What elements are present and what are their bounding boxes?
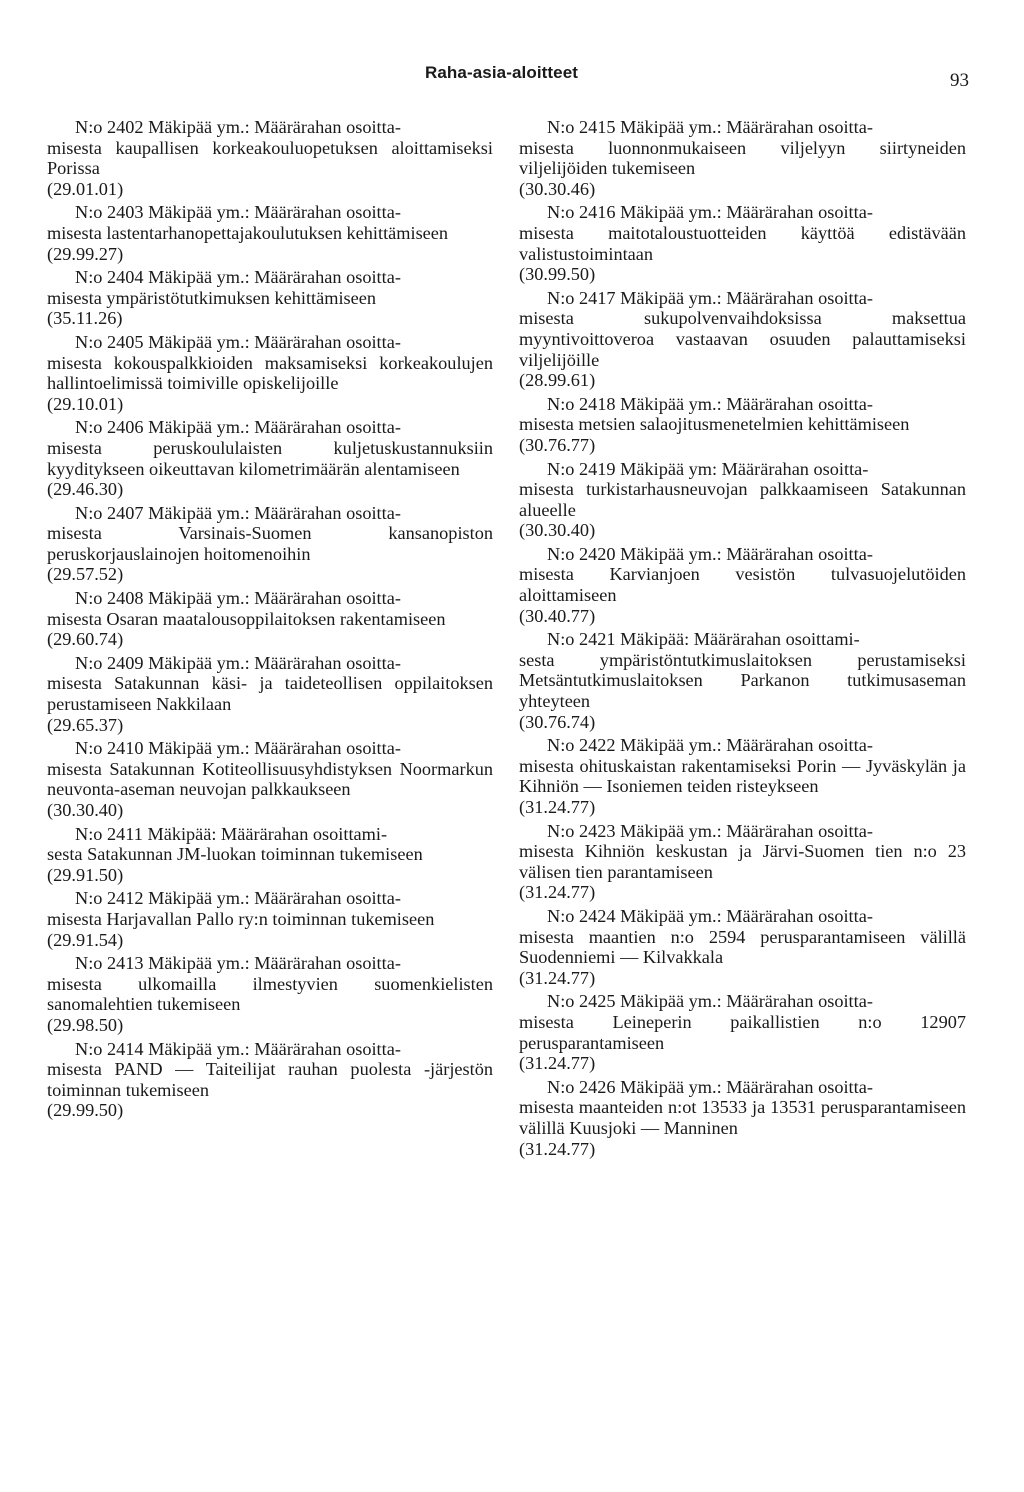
entry-description: misesta kokouspalkkioiden maksamiseksi korkeakoulujen hallintoelimissä toimiville opiskelijoille <box>47 352 493 394</box>
entry-description: misesta turkistarhausneuvojan palkkaamiseen Satakunnan alueelle <box>519 479 966 520</box>
budget-code: (30.30.40) <box>47 800 124 820</box>
initiative-entry <box>519 288 966 391</box>
initiative-entry <box>519 202 966 284</box>
entry-description: misesta lastentarhanopettajakoulutuksen kehittämiseen <box>47 222 449 243</box>
entry-description: misesta ulkomailla ilmestyvien suomenkielisten sanomalehtien tukemiseen <box>47 973 493 1015</box>
entry-description: misesta luonnonmukaiseen viljelyyn siirtyneiden viljelijöiden tukemiseen <box>519 137 966 179</box>
entry-heading: N:o 2423 Mäkipää ym.: Määrärahan osoitta- <box>547 820 873 841</box>
budget-code: (31.24.77) <box>519 967 596 988</box>
entry-heading: N:o 2403 Mäkipää ym.: Määrärahan osoitta- <box>75 202 401 223</box>
budget-code: (30.30.46) <box>519 178 596 199</box>
entry-description: misesta Harjavallan Pallo ry:n toiminnan tukemiseen <box>47 908 435 929</box>
entry-heading: N:o 2424 Mäkipää ym.: Määrärahan osoitta- <box>547 905 873 926</box>
page-header <box>0 63 1024 89</box>
entry-heading: N:o 2422 Mäkipää ym.: Määrärahan osoitta- <box>547 735 873 756</box>
budget-code: (29.91.50) <box>47 864 124 885</box>
entry-heading: N:o 2409 Mäkipää ym.: Määrärahan osoitta- <box>75 652 401 673</box>
budget-code: (29.57.52) <box>47 564 124 585</box>
entry-description: misesta Karvianjoen vesistön tulvasuojelutöiden aloittamiseen <box>519 564 966 606</box>
entry-description: misesta Leineperin paikallistien n:o 12907 perusparantamiseen <box>519 1011 966 1053</box>
entry-description: misesta metsien salaojitusmenetelmien kehittämiseen <box>519 414 910 435</box>
entry-description: misesta peruskoululaisten kuljetuskustannuksiin kyyditykseen oikeuttavan kilometrimäärän alentamiseen <box>47 437 493 479</box>
budget-code: (29.01.01) <box>47 178 124 199</box>
initiative-entry <box>47 202 493 264</box>
initiative-entry <box>519 117 966 199</box>
entry-heading: N:o 2426 Mäkipää ym.: Määrärahan osoitta- <box>547 1076 873 1097</box>
initiative-entry <box>47 653 493 735</box>
initiative-entry <box>47 588 493 650</box>
entry-heading: N:o 2405 Mäkipää ym.: Määrärahan osoitta- <box>75 331 401 352</box>
budget-code: (29.98.50) <box>47 1014 124 1035</box>
entry-heading: N:o 2421 Mäkipää: Määrärahan osoittami- <box>547 629 860 650</box>
left-column <box>47 117 493 1124</box>
entry-description: misesta Satakunnan käsi- ja taideteollisen oppilaitoksen perustamiseen Nakkilaan <box>47 673 493 715</box>
entry-description: misesta Varsinais-Suomen kansanopiston peruskorjauslainojen hoitomenoihin <box>47 523 493 564</box>
initiative-entry <box>519 1077 966 1159</box>
entry-heading: N:o 2415 Mäkipää ym.: Määrärahan osoitta- <box>547 117 873 137</box>
entry-heading: N:o 2419 Mäkipää ym: Määrärahan osoitta- <box>547 458 869 479</box>
budget-code: (29.65.37) <box>47 714 124 735</box>
budget-code: (31.24.77) <box>519 1053 596 1074</box>
initiative-entry <box>47 332 493 414</box>
entry-description: sesta Satakunnan JM-luokan toiminnan tukemiseen <box>47 844 423 865</box>
entry-description: misesta Osaran maatalousoppilaitoksen rakentamiseen <box>47 608 446 629</box>
entry-heading: N:o 2404 Mäkipää ym.: Määrärahan osoitta- <box>75 267 401 288</box>
budget-code: (29.99.27) <box>47 243 124 264</box>
budget-code: (28.99.61) <box>519 370 596 391</box>
initiative-entry <box>519 991 966 1073</box>
budget-code: (29.10.01) <box>47 393 124 414</box>
page-number: 93 <box>950 70 969 91</box>
initiative-entry <box>47 1039 493 1121</box>
initiative-entry <box>47 888 493 950</box>
initiative-entry <box>519 821 966 903</box>
entry-description: misesta maanteiden n:ot 13533 ja 13531 perusparantamiseen välillä Kuusjoki — Manninen <box>519 1097 966 1138</box>
budget-code: (29.91.54) <box>47 929 124 950</box>
entry-heading: N:o 2418 Mäkipää ym.: Määrärahan osoitta- <box>547 393 873 414</box>
initiative-entry <box>519 735 966 817</box>
entry-description: misesta kaupallisen korkeakouluopetuksen aloittamiseksi Porissa <box>47 137 493 179</box>
entry-description: misesta ympäristötutkimuksen kehittämiseen <box>47 287 377 308</box>
entry-heading: N:o 2413 Mäkipää ym.: Määrärahan osoitta- <box>75 953 401 974</box>
initiative-entry <box>519 394 966 456</box>
entry-heading: N:o 2425 Mäkipää ym.: Määrärahan osoitta- <box>547 991 873 1012</box>
budget-code: (30.76.74) <box>519 711 596 732</box>
entry-heading: N:o 2406 Mäkipää ym.: Määrärahan osoitta- <box>75 417 401 438</box>
initiative-entry <box>47 824 493 886</box>
entry-description: misesta Satakunnan Kotiteollisuusyhdistyksen Noormarkun neuvonta-aseman neuvojan palkkaukseen <box>47 758 493 800</box>
entry-heading: N:o 2414 Mäkipää ym.: Määrärahan osoitta- <box>75 1038 401 1059</box>
budget-code: (30.30.40) <box>519 520 596 541</box>
initiative-entry <box>47 117 493 199</box>
budget-code: (30.76.77) <box>519 434 596 455</box>
initiative-entry <box>519 459 966 541</box>
initiative-entry <box>519 544 966 626</box>
initiative-entry <box>519 906 966 988</box>
initiative-entry <box>47 738 493 820</box>
entry-description: misesta Kihniön keskustan ja Järvi-Suomen tien n:o 23 välisen tien parantamiseen <box>519 841 966 882</box>
entry-heading: N:o 2408 Mäkipää ym.: Määrärahan osoitta- <box>75 588 401 609</box>
entry-description: misesta PAND — Taiteilijat rauhan puolesta -järjestön toiminnan tukemiseen <box>47 1059 493 1100</box>
entry-heading: N:o 2412 Mäkipää ym.: Määrärahan osoitta- <box>75 888 401 909</box>
initiative-entry <box>47 953 493 1035</box>
entry-description: misesta ohituskaistan rakentamiseksi Porin — Jyväskylän ja Kihniön — Isoniemen teiden risteykseen <box>519 755 966 797</box>
running-title: Raha-asia-aloitteet <box>425 63 579 82</box>
budget-code: (29.99.50) <box>47 1100 124 1121</box>
budget-code: (30.40.77) <box>519 605 596 626</box>
budget-code: (31.24.77) <box>519 882 596 903</box>
entry-heading: N:o 2416 Mäkipää ym.: Määrärahan osoitta- <box>547 202 873 223</box>
initiative-entry <box>519 629 966 732</box>
initiative-entry <box>47 417 493 499</box>
budget-code: (31.24.77) <box>519 1138 596 1159</box>
entry-heading: N:o 2402 Mäkipää ym.: Määrärahan osoitta- <box>75 117 401 137</box>
budget-code: (29.60.74) <box>47 629 124 650</box>
entry-description: misesta maantien n:o 2594 perusparantamiseen välillä Suodenniemi — Kilvakkala <box>519 926 966 968</box>
entry-heading: N:o 2410 Mäkipää ym.: Määrärahan osoitta- <box>75 738 401 759</box>
right-column <box>519 117 966 1162</box>
entry-heading: N:o 2417 Mäkipää ym.: Määrärahan osoitta- <box>547 287 873 308</box>
budget-code: (29.46.30) <box>47 479 124 500</box>
entry-description: misesta sukupolvenvaihdoksissa maksettua myyntivoittoveroa vastaavan osuuden palauttamiseksi viljelijöille <box>519 308 966 370</box>
budget-code: (31.24.77) <box>519 797 596 817</box>
entry-description: misesta maitotaloustuotteiden käyttöä edistävään valistustoimintaan <box>519 222 966 264</box>
entry-heading: N:o 2411 Mäkipää: Määrärahan osoittami- <box>75 823 388 844</box>
initiative-entry <box>47 503 493 585</box>
initiative-entry <box>47 267 493 329</box>
entry-description: sesta ympäristöntutkimuslaitoksen perustamiseksi Metsäntutkimuslaitoksen Parkanon tutkimusaseman yhteyteen <box>519 649 966 712</box>
budget-code: (30.99.50) <box>519 264 596 285</box>
entry-heading: N:o 2407 Mäkipää ym.: Määrärahan osoitta- <box>75 502 401 523</box>
budget-code: (35.11.26) <box>47 308 123 329</box>
entry-heading: N:o 2420 Mäkipää ym.: Määrärahan osoitta- <box>547 543 873 564</box>
